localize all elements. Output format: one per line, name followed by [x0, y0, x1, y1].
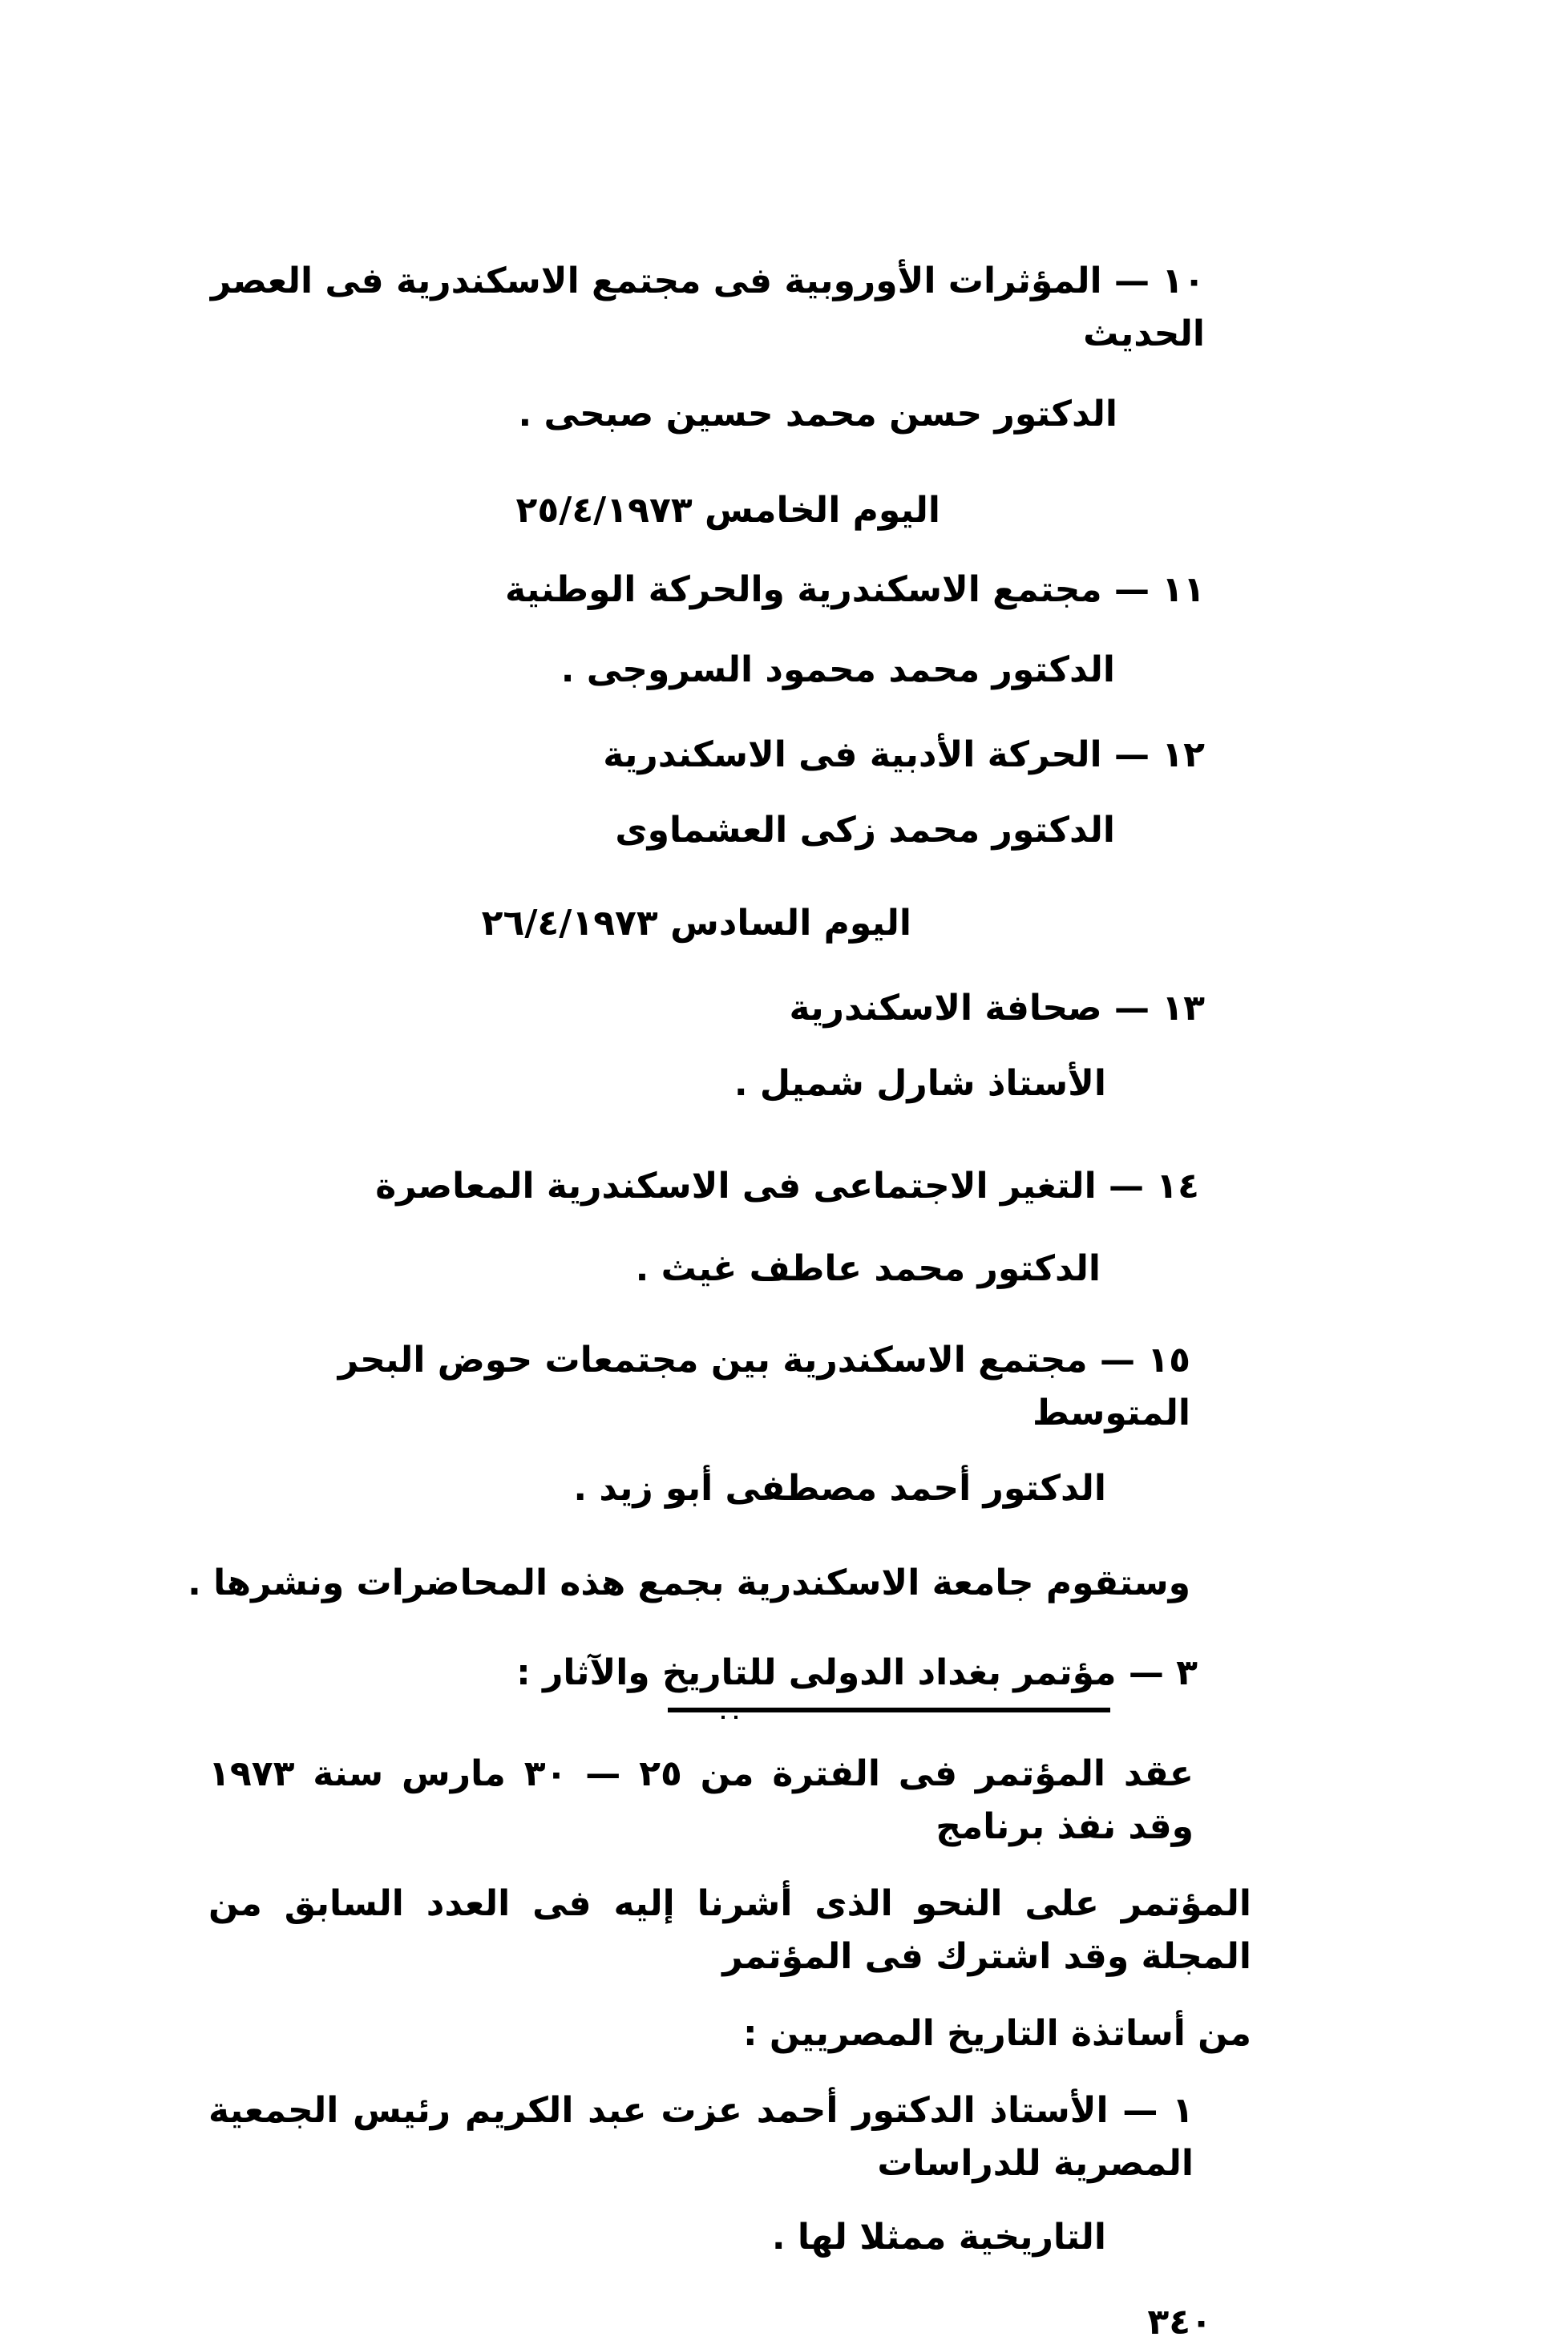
- lecture-14-title: ١٤ — التغير الاجتماعى فى الاسكندرية المعاصرة: [375, 1166, 1199, 1207]
- scan-speck: [734, 1716, 738, 1719]
- item-1-line-1: ١ — الأستاذ الدكتور أحمد عزت عبد الكريم رئيس الجمعية المصرية للدراسات: [208, 2090, 1194, 2184]
- lecture-15-title: ١٥ — مجتمع الاسكندرية بين مجتمعات حوض البحر المتوسط: [337, 1340, 1190, 1433]
- lecture-10-author: الدكتور حسن محمد حسين صبحى .: [518, 394, 1117, 435]
- scan-specks: [0, 1712, 1568, 1719]
- page-number: ٣٤٠: [1147, 2302, 1212, 2343]
- paragraph-line-3: من أساتذة التاريخ المصريين :: [742, 2013, 1251, 2054]
- day-6-heading: اليوم السادس ٢٦/٤/١٩٧٣: [481, 903, 911, 944]
- publication-note: وستقوم جامعة الاسكندرية بجمع هذه المحاضرات ونشرها .: [188, 1563, 1190, 1603]
- lecture-13-title: ١٣ — صحافة الاسكندرية: [789, 988, 1205, 1029]
- paragraph-line-1: عقد المؤتمر فى الفترة من ٢٥ — ٣٠ مارس سنة ١٩٧٣ وقد نفذ برنامج: [208, 1753, 1194, 1847]
- lecture-11-author: الدكتور محمد محمود السروجى .: [560, 649, 1115, 690]
- document-page: [0, 255, 1568, 2349]
- item-1-line-2: التاريخية ممثلا لها .: [771, 2217, 1106, 2258]
- scan-speck: [721, 1716, 725, 1719]
- lecture-12-title: ١٢ — الحركة الأدبية فى الاسكندرية: [603, 734, 1205, 775]
- day-5-heading: اليوم الخامس ٢٥/٤/١٩٧٣: [515, 490, 940, 531]
- paragraph-line-2: المؤتمر على النحو الذى أشرنا إليه فى العدد السابق من المجلة وقد اشترك فى المؤتمر: [208, 1883, 1251, 1977]
- lecture-13-author: الأستاذ شارل شميل .: [733, 1063, 1106, 1104]
- lecture-15-author: الدكتور أحمد مصطفى أبو زيد .: [573, 1468, 1106, 1509]
- section-3-heading: ٣ — مؤتمر بغداد الدولى للتاريخ والآثار :: [516, 1652, 1198, 1693]
- lecture-12-author: الدكتور محمد زكى العشماوى: [615, 810, 1115, 851]
- lecture-14-author: الدكتور محمد عاطف غيث .: [635, 1248, 1101, 1289]
- lecture-11-title: ١١ — مجتمع الاسكندرية والحركة الوطنية: [505, 569, 1205, 610]
- lecture-10-title: ١٠ — المؤثرات الأوروبية فى مجتمع الاسكندرية فى العصر الحديث: [210, 261, 1205, 354]
